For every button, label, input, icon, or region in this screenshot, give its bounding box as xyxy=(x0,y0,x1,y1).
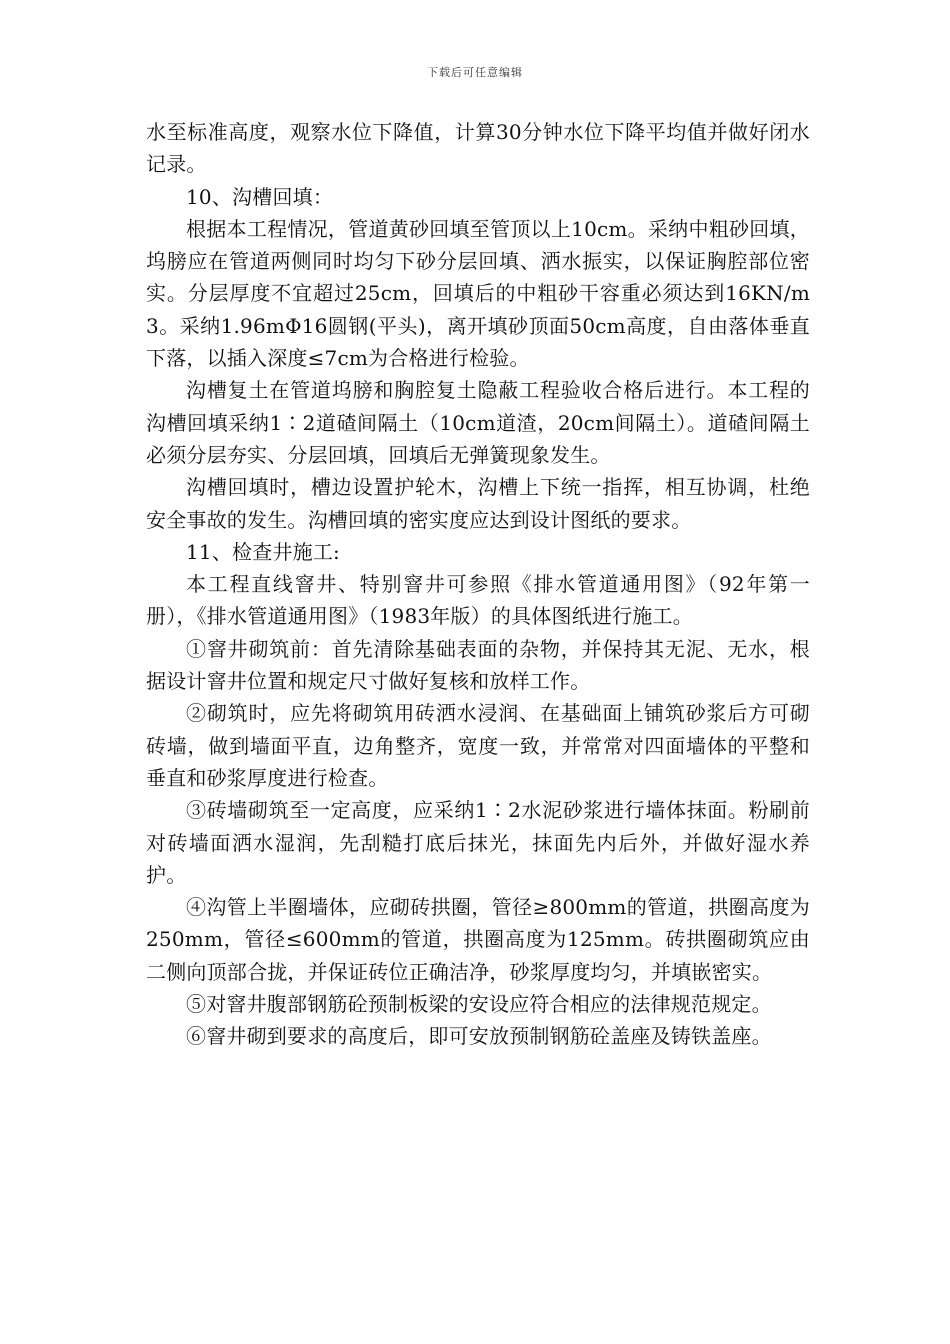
paragraph-step-2: ②砌筑时，应先将砌筑用砖洒水浸润、在基础面上铺筑砂浆后方可砌砖墙，做到墙面平直，边角整齐，宽度一致，并常常对四面墙体的平整和垂直和砂浆厚度进行检查。 xyxy=(146,701,810,790)
paragraph-step-5: ⑤对窨井腹部钢筋砼预制板梁的安设应符合相应的法律规范规定。 xyxy=(186,992,772,1017)
paragraph-continuation: 水至标准高度，观察水位下降值，计算30分钟水位下降平均值并做好闭水记录。 xyxy=(146,120,810,177)
document-body xyxy=(146,116,810,1053)
paragraph-step-6: ⑥窨井砌到要求的高度后，即可安放预制钢筋砼盖座及铸铁盖座。 xyxy=(186,1024,772,1049)
paragraph-step-1: ①窨井砌筑前：首先清除基础表面的杂物，并保持其无泥、无水，根据设计窨井位置和规定尺寸做好复核和放样工作。 xyxy=(146,636,810,694)
section-heading-backfill: 10、沟槽回填： xyxy=(186,184,334,209)
paragraph-step-3: ③砖墙砌筑至一定高度，应采纳1∶2水泥砂浆进行墙体抹面。粉刷前对砖墙面洒水湿润，先刮糙打底后抹光，抹面先内后外，并做好湿水养护。 xyxy=(146,798,810,887)
page-header: 下载后可任意编辑 xyxy=(427,66,523,79)
paragraph-backfill-safety: 沟槽回填时，槽边设置护轮木，沟槽上下统一指挥，相互协调，杜绝安全事故的发生。沟槽回填的密实度应达到设计图纸的要求。 xyxy=(146,475,810,532)
paragraph-step-4: ④沟管上半圈墙体，应砌砖拱圈，管径≥800mm的管道，拱圈高度为250mm，管径≤600mm的管道，拱圈高度为125mm。砖拱圈砌筑应由二侧向顶部合拢，并保证砖位正确洁净，砂浆厚度均匀，并填嵌密实。 xyxy=(146,895,810,984)
paragraph-manhole-reference: 本工程直线窨井、特别窨井可参照《排水管道通用图》（92年第一册），《排水管道通用图》（1983年版）的具体图纸进行施工。 xyxy=(146,572,810,629)
paragraph-sand-backfill: 根据本工程情况，管道黄砂回填至管顶以上10cm。采纳中粗砂回填，坞膀应在管道两侧同时均匀下砂分层回填、洒水振实，以保证胸腔部位密实。分层厚度不宜超过25cm，回填后的中粗砂干容重必须达到16KN/m3。采纳1.96mΦ16圆钢(平头)，离开填砂顶面50cm高度，自由落体垂直下落，以插入深度≤7cm为合格进行检验。 xyxy=(146,216,810,371)
paragraph-trench-recover: 沟槽复土在管道坞膀和胸腔复土隐蔽工程验收合格后进行。本工程的沟槽回填采纳1∶2道碴间隔土（10cm道渣，20cm间隔土）。道碴间隔土必须分层夯实、分层回填，回填后无弹簧现象发生。 xyxy=(146,378,810,467)
section-heading-manhole: 11、检查井施工: xyxy=(186,539,340,564)
